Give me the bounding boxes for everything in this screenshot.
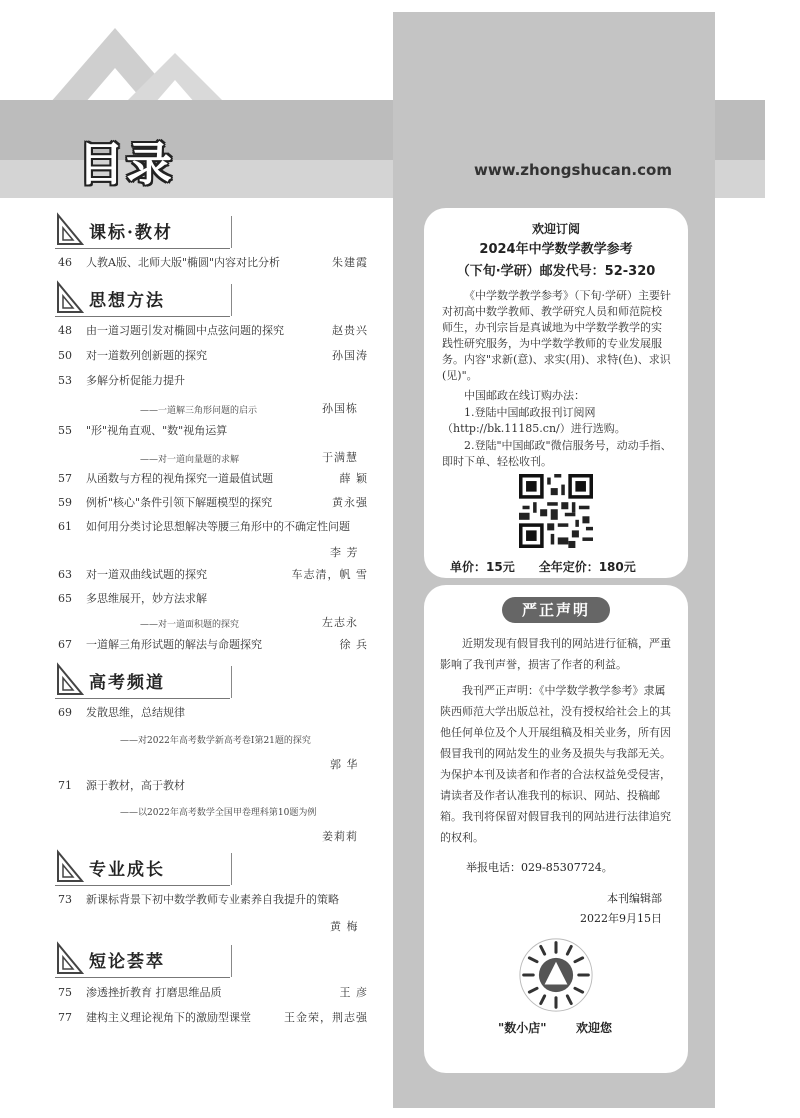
- shop-welcome: 欢迎您: [576, 1021, 613, 1035]
- article-author: 车志清，帆 雪: [291, 568, 368, 581]
- article-subtitle: ——以2022年高考数学全国甲卷理科第10题为例: [120, 808, 317, 818]
- article-title: 多解分析促能力提升: [86, 374, 185, 387]
- page-number: 75: [58, 986, 72, 999]
- magazine-name: 2024年中学数学教学参考: [479, 242, 633, 257]
- shop-miniprogram-code-icon[interactable]: [518, 937, 594, 1013]
- notice-title: 严正声明: [502, 597, 610, 623]
- page-number: 53: [58, 374, 72, 387]
- website-url[interactable]: www.zhongshucan.com: [474, 161, 672, 179]
- article-title: 发散思维，总结规律: [86, 706, 185, 719]
- page-number: 73: [58, 893, 72, 906]
- notice-card: [424, 585, 688, 1073]
- triangle-ruler-icon: [55, 280, 85, 314]
- magazine-description: 《中学数学教学参考》（下旬·学研）主要针对初高中数学教师、教学研究人员和师范院校师生，办刊宗旨是真诚地为中学数学教学的实践性研究服务，为中学数学教师的专业发展服务。内容"求新(意)、求实(用)、求特(色)、求识(见)"。: [442, 289, 671, 382]
- notice-signature: 本刊编辑部: [607, 892, 662, 905]
- article-title: "形"视角直观、"数"视角运算: [86, 424, 228, 437]
- triangle-ruler-icon: [55, 212, 85, 246]
- header-decoration: [40, 18, 240, 108]
- article-title: 对一道双曲线试题的探究: [86, 568, 207, 581]
- page-number: 57: [58, 472, 72, 485]
- article-title: 源于教材，高于教材: [86, 779, 185, 792]
- article-title: 由一道习题引发对椭圆中点弦问题的探究: [86, 324, 284, 337]
- page-number: 63: [58, 568, 72, 581]
- article-author: 黄 梅: [330, 920, 359, 933]
- article-title: 建构主义理论视角下的激励型课堂: [86, 1011, 251, 1024]
- article-author: 朱建霞: [332, 256, 368, 269]
- toc-section-gaokao: [55, 662, 230, 699]
- report-phone[interactable]: 举报电话：029-85307724。: [466, 861, 613, 874]
- article-author: 赵贵兴: [332, 324, 368, 337]
- toc-section-growth: [55, 849, 230, 886]
- article-subtitle: ——对2022年高考数学新高考卷Ⅰ第21题的探究: [120, 736, 311, 746]
- toc-section-methods: [55, 280, 230, 317]
- article-title: 新课标背景下初中数学教师专业素养自我提升的策略: [86, 893, 339, 906]
- notice-paragraph-2: 我刊严正声明：《中学数学教学参考》隶属陕西师范大学出版总社，没有授权给社会上的其他任何单位及个人开展组稿及相关业务，所有因假冒我刊的网站发生的业务及损失与我部无关。为保护本刊及读者和作者的合法权益免受侵害，请读者及作者认准我刊的标识、网站、投稿邮箱。我刊将保留对假冒我刊的网站进行法律追究的权利。: [440, 684, 671, 844]
- page-number: 59: [58, 496, 72, 509]
- section-title: 课标·教材: [89, 223, 173, 243]
- page-number: 48: [58, 324, 72, 337]
- page-number: 55: [58, 424, 72, 437]
- article-subtitle: ——对一道面积题的探究: [140, 620, 240, 630]
- toc-section-curriculum: [55, 212, 230, 249]
- section-title: 短论荟萃: [89, 952, 165, 972]
- subscription-welcome: 欢迎订阅: [531, 222, 580, 236]
- article-title: 如何用分类讨论思想解决等腰三角形中的不确定性问题: [86, 520, 350, 533]
- notice-paragraph-1: 近期发现有假冒我刊的网站进行征稿，严重影响了我刊声誉，损害了作者的利益。: [440, 637, 671, 671]
- article-author: 左志永: [322, 616, 358, 629]
- article-author: 姜莉莉: [322, 830, 358, 843]
- article-author: 孙国涛: [332, 349, 368, 362]
- article-subtitle: ——对一道向量题的求解: [140, 455, 240, 465]
- order-intro: 中国邮政在线订购办法：: [464, 389, 585, 402]
- article-title: 一道解三角形试题的解法与命题探究: [86, 638, 262, 651]
- triangle-ruler-icon: [55, 662, 85, 696]
- toc-section-essays: [55, 941, 230, 978]
- triangle-ruler-icon: [55, 941, 85, 975]
- page-number: 69: [58, 706, 72, 719]
- page-number: 71: [58, 779, 72, 792]
- article-author: 王 彦: [339, 986, 368, 999]
- article-subtitle: ——一道解三角形问题的启示: [140, 406, 258, 416]
- article-author: 于满慧: [322, 451, 358, 464]
- article-author: 李 芳: [330, 546, 359, 559]
- article-title: 多思维展开，妙方法求解: [86, 592, 207, 605]
- page-title: 目录: [78, 137, 174, 191]
- notice-date: 2022年9月15日: [580, 912, 662, 925]
- page-number: 61: [58, 520, 72, 533]
- article-author: 王金荣，荆志强: [284, 1011, 368, 1024]
- section-title: 专业成长: [89, 860, 165, 880]
- subscription-price: 单价：15元 全年定价：180元: [450, 560, 636, 574]
- page-number: 67: [58, 638, 72, 651]
- triangle-ruler-icon: [55, 849, 85, 883]
- article-title: 从函数与方程的视角探究一道最值试题: [86, 472, 273, 485]
- order-method-1[interactable]: 1.登陆中国邮政报刊订阅网（http://bk.11185.cn/）进行选购。: [442, 406, 626, 435]
- article-title: 例析"核心"条件引领下解题模型的探究: [86, 496, 273, 509]
- page-number: 77: [58, 1011, 72, 1024]
- article-author: 薛 颖: [339, 472, 368, 485]
- page-number: 65: [58, 592, 72, 605]
- article-author: 郭 华: [330, 758, 359, 771]
- article-title: 渗透挫折教育 打磨思维品质: [86, 986, 222, 999]
- shop-name: "数小店": [498, 1021, 547, 1035]
- subscription-card: [424, 208, 688, 578]
- order-method-2[interactable]: 2.登陆"中国邮政"微信服务号，动动手指、即时下单、轻松收刊。: [442, 439, 672, 468]
- article-author: 徐 兵: [339, 638, 368, 651]
- article-author: 孙国栋: [322, 402, 358, 415]
- qr-code-icon[interactable]: [519, 474, 593, 548]
- article-title: 对一道数列创新题的探究: [86, 349, 207, 362]
- article-title: 人教A版、北师大版"椭圆"内容对比分析: [86, 256, 281, 269]
- section-title: 高考频道: [89, 673, 165, 693]
- postal-code: （下旬·学研）邮发代号：52-320: [456, 264, 656, 279]
- section-title: 思想方法: [89, 291, 165, 311]
- page-number: 46: [58, 256, 72, 269]
- page-number: 50: [58, 349, 72, 362]
- article-author: 黄永强: [332, 496, 368, 509]
